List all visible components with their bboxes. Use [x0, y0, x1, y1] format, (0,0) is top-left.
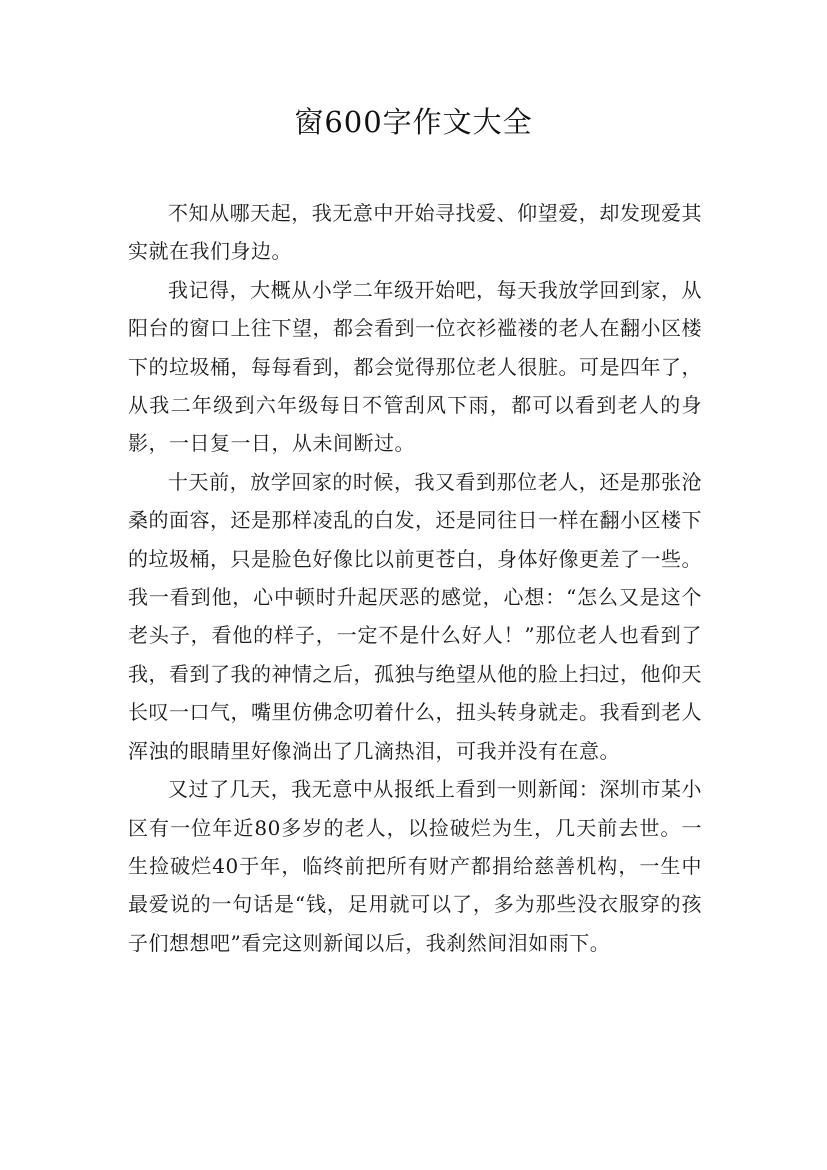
document-title: 窗600字作文大全: [294, 105, 533, 139]
paragraph-2: 我记得，大概从小学二年级开始吧，每天我放学回到家，从阳台的窗口上往下望，都会看到一位衣衫褴褛的老人在翻小区楼下的垃圾桶，每每看到，都会觉得那位老人很脏。可是四年了，从我二年级到六年级每日不管刮风下雨，都可以看到老人的身影，一日复一日，从未间断过。: [128, 277, 702, 456]
paragraph-3: 十天前，放学回家的时候，我又看到那位老人，还是那张沧桑的面容，还是那样凌乱的白发，还是同往日一样在翻小区楼下的垃圾桶，只是脸色好像比以前更苍白，身体好像更差了一些。我一看到他，心中顿时升起厌恶的感觉，心想：“怎么又是这个老头子，看他的样子，一定不是什么好人！”那位老人也看到了我，看到了我的神情之后，孤独与绝望从他的脸上扫过，他仰天长叹一口气，嘴里仿佛念叨着什么，扭头转身就走。我看到老人浑浊的眼睛里好像淌出了几滴热泪，可我并没有在意。: [128, 469, 702, 763]
paragraph-4: 又过了几天，我无意中从报纸上看到一则新闻：深圳市某小区有一位年近80多岁的老人，以捡破烂为生，几天前去世。一生捡破烂40于年，临终前把所有财产都捐给慈善机构，一生中最爱说的一句话是“钱，足用就可以了，多为那些没衣服穿的孩子们想想吧”看完这则新闻以后，我刹然间泪如雨下。: [128, 777, 702, 955]
paragraph-1: 不知从哪天起，我无意中开始寻找爱、仰望爱，却发现爱其实就在我们身边。: [128, 201, 702, 264]
document-body: [128, 194, 702, 962]
